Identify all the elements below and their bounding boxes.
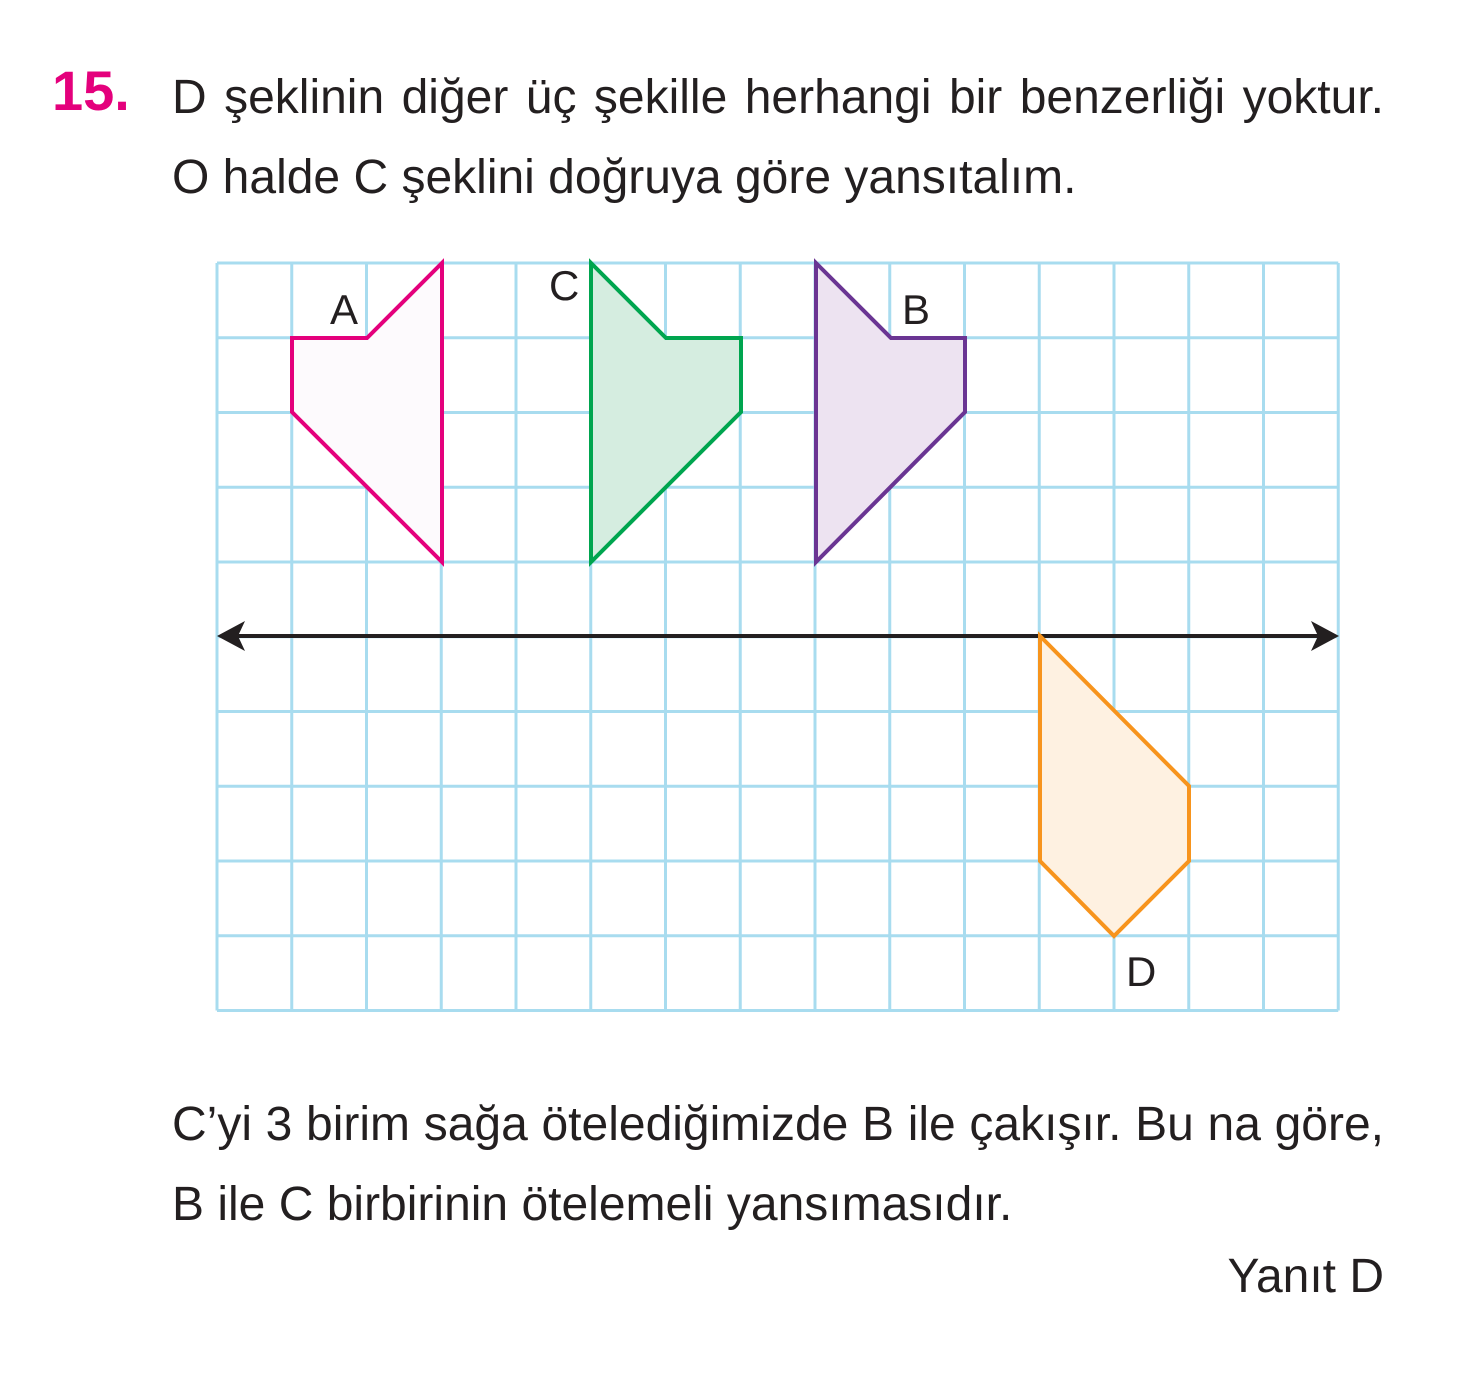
label-b: B [902,286,931,333]
question-text: D şeklinin diğer üç şekille herhangi bir benzerliği yoktur. O halde C şeklini doğruya göre yansıtalım. [172,71,1384,204]
label-a: A [330,286,359,333]
label-c: C [549,262,580,309]
question-number: 15. [52,59,130,122]
final-answer: Yanıt D [1227,1250,1384,1303]
solution-text: C’yi 3 birim sağa ötelediğimizde B ile çakışır. Bu na göre, B ile C birbirinin ötelemeli yansımasıdır. [172,1098,1384,1231]
label-d: D [1126,948,1157,995]
reflection-line [217,621,1339,651]
